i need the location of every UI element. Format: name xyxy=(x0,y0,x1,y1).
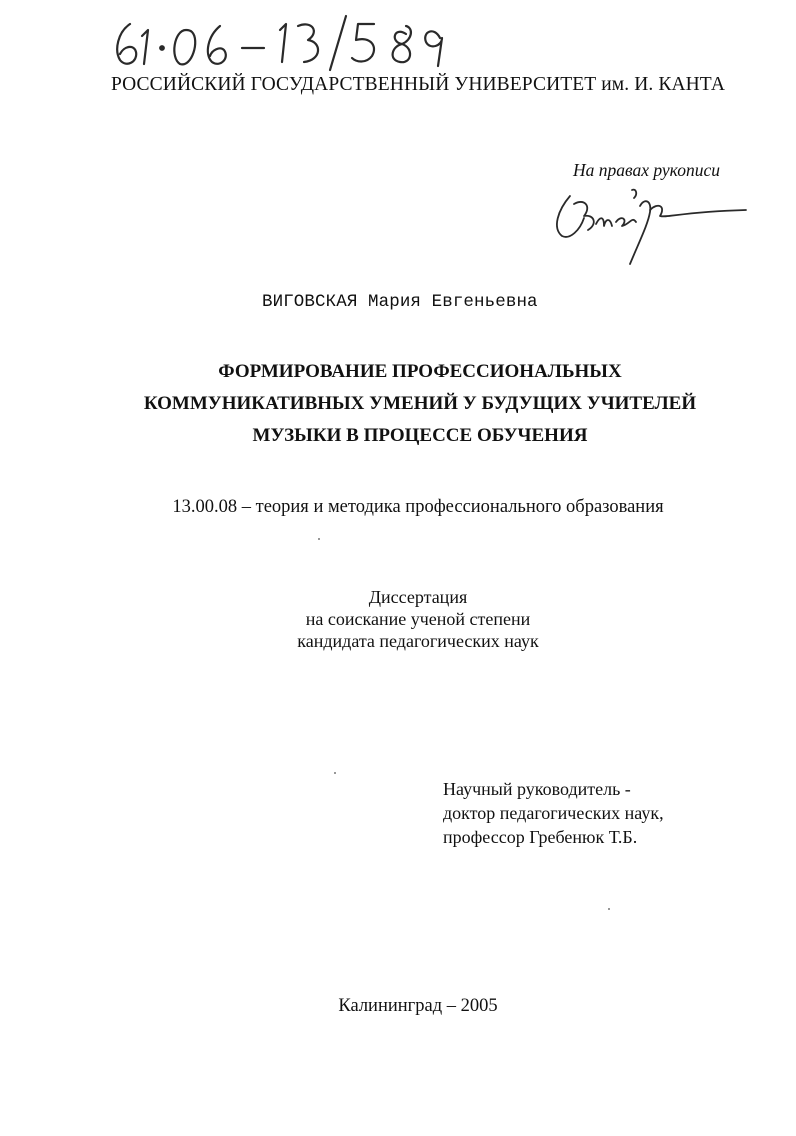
degree-line: на соискание ученой степени xyxy=(305,609,531,629)
scan-speck xyxy=(334,772,336,774)
specialty-code: 13.00.08 – теория и методика профессионального образования xyxy=(172,497,664,517)
supervisor-line: Научный руководитель - xyxy=(443,779,631,799)
dissertation-title xyxy=(0,356,796,452)
scan-speck xyxy=(318,538,320,540)
rights-note: На правах рукописи xyxy=(573,160,720,180)
handwritten-archive-code xyxy=(108,10,468,72)
title-line: ФОРМИРОВАНИЕ ПРОФЕССИОНАЛЬНЫХ xyxy=(218,361,622,382)
supervisor-line: доктор педагогических наук, xyxy=(443,803,664,823)
author-signature xyxy=(540,180,750,270)
supervisor-block xyxy=(443,777,664,849)
university-name: РОССИЙСКИЙ ГОСУДАРСТВЕННЫЙ УНИВЕРСИТЕТ им. И. КАНТА xyxy=(110,74,726,95)
supervisor-line: профессор Гребенюк Т.Б. xyxy=(443,827,638,847)
scan-speck xyxy=(608,908,610,910)
degree-line: кандидата педагогических наук xyxy=(297,631,539,651)
degree-line: Диссертация xyxy=(368,587,468,607)
city-year: Калининград – 2005 xyxy=(338,996,498,1016)
author-name: ВИГОВСКАЯ Мария Евгеньевна xyxy=(262,292,538,312)
title-line: МУЗЫКИ В ПРОЦЕССЕ ОБУЧЕНИЯ xyxy=(252,425,588,446)
title-line: КОММУНИКАТИВНЫХ УМЕНИЙ У БУДУЩИХ УЧИТЕЛЕЙ xyxy=(143,393,697,414)
handwritten-code-drawing xyxy=(108,10,468,72)
dissertation-degree-block xyxy=(0,586,796,652)
signature-drawing xyxy=(540,180,750,270)
